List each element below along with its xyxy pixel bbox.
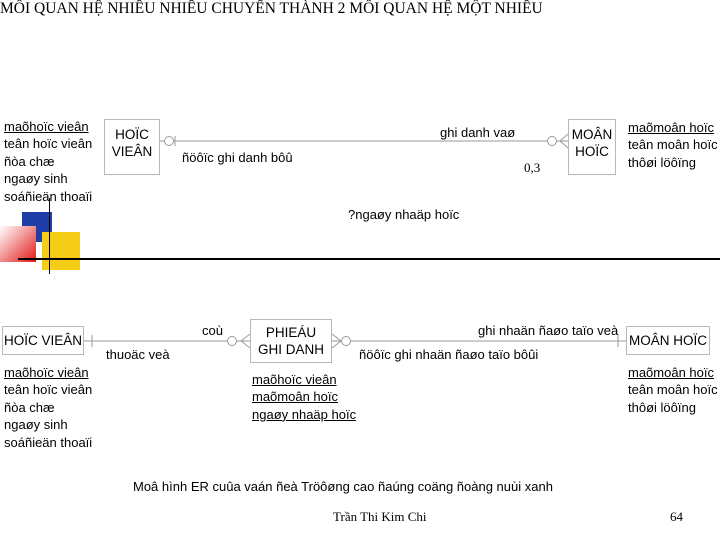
footer-author: Trần Thi Kim Chi	[333, 509, 427, 524]
top-hocvien-entity-name: HOÏC VIEÂN	[111, 127, 153, 159]
bottom-hocvien-attr: maõhoïc vieân	[4, 365, 89, 380]
slide-title: MỐI QUAN HỆ NHIỀU NHIỀU CHUYỂN THÀNH 2 MỐI QUAN HỆ MỘT NHIỀU	[0, 0, 543, 17]
top-monhoc-entity-name: MOÂN HOÏC	[571, 127, 613, 159]
bottom-hocvien-attributes	[4, 364, 92, 451]
bottom-hocvien-attr: ñòa chæ	[4, 399, 55, 415]
top-hocvien-attr: soáñieän thoaïi	[4, 188, 93, 204]
bottom-phieughidanh-attr: ngaøy nhaäp hoïc	[252, 406, 357, 422]
bottom-hocvien-attr: teân hoïc vieân	[4, 382, 93, 398]
top-right-optional-circle	[548, 137, 557, 146]
top-hocvien-attr: ngaøy sinh	[4, 171, 68, 187]
bottom-left-crowfoot-upper	[241, 334, 250, 341]
top-hocvien-attributes	[4, 118, 92, 205]
bottom-right-optional-circle	[342, 337, 351, 346]
top-right-role-label: ghi danh vaø	[440, 125, 516, 140]
bottom-right-crowfoot-lower	[332, 341, 341, 348]
top-hocvien-attr: teân hoïc vieân	[4, 136, 93, 152]
bottom-monhoc-attr: teân moân hoïc	[628, 382, 718, 398]
bottom-monhoc-entity-name: MOÂN HOÏC	[628, 333, 707, 348]
bottom-phieughidanh-attr: maõhoïc vieân	[252, 372, 337, 387]
top-hocvien-attr: ñòa chæ	[4, 153, 55, 169]
bottom-right-crowfoot-upper	[332, 334, 341, 341]
bottom-left-optional-circle	[228, 337, 237, 346]
bottom-monhoc-attributes	[628, 364, 718, 416]
bottom-phieughidanh-entity-name: PHIEÁU GHI DANH	[257, 325, 324, 357]
bottom-monhoc-attr: maõmoân hoïc	[628, 365, 714, 380]
bottom-hocvien-attr: soáñieän thoaïi	[4, 434, 93, 450]
diagram-caption: Moâ hình ER cuûa vaán ñeà Tröôøng cao ñaúng coäng ñoàng nuùi xanh	[133, 479, 553, 494]
top-crowfoot-lower	[560, 141, 568, 148]
top-monhoc-attr: maõmoân hoïc	[628, 120, 714, 135]
top-monhoc-attr: teân moân hoïc	[628, 137, 718, 153]
bottom-left-role-top: coù	[202, 323, 223, 338]
top-monhoc-attr: thôøi löôïng	[628, 154, 696, 170]
top-left-optional-circle	[165, 137, 174, 146]
bottom-left-role-bottom: thuoäc veà	[106, 347, 170, 362]
bottom-monhoc-attr: thôøi löôïng	[628, 399, 696, 415]
top-crowfoot-upper	[560, 134, 568, 141]
bottom-right-role-top: ghi nhaän ñaøo taïo veà	[478, 323, 619, 338]
bottom-phieughidanh-attributes	[252, 371, 356, 423]
bottom-phieughidanh-attr: maõmoân hoïc	[252, 389, 338, 405]
top-left-role-label: ñöôïc ghi danh bôû	[182, 150, 293, 165]
top-hocvien-attr: maõhoïc vieân	[4, 119, 89, 134]
top-monhoc-attributes	[628, 119, 718, 171]
bottom-left-crowfoot-lower	[241, 341, 250, 348]
bottom-right-role-bottom: ñöôïc ghi nhaän ñaøo taïo bôûi	[359, 347, 539, 362]
bottom-hocvien-entity-name: HOÏC VIEÂN	[3, 333, 82, 348]
top-relationship-attribute: ?ngaøy nhaäp hoïc	[348, 207, 460, 222]
top-cardinality-label: 0,3	[524, 160, 541, 175]
footer-page-number: 64	[670, 509, 683, 524]
bottom-hocvien-attr: ngaøy sinh	[4, 417, 68, 433]
